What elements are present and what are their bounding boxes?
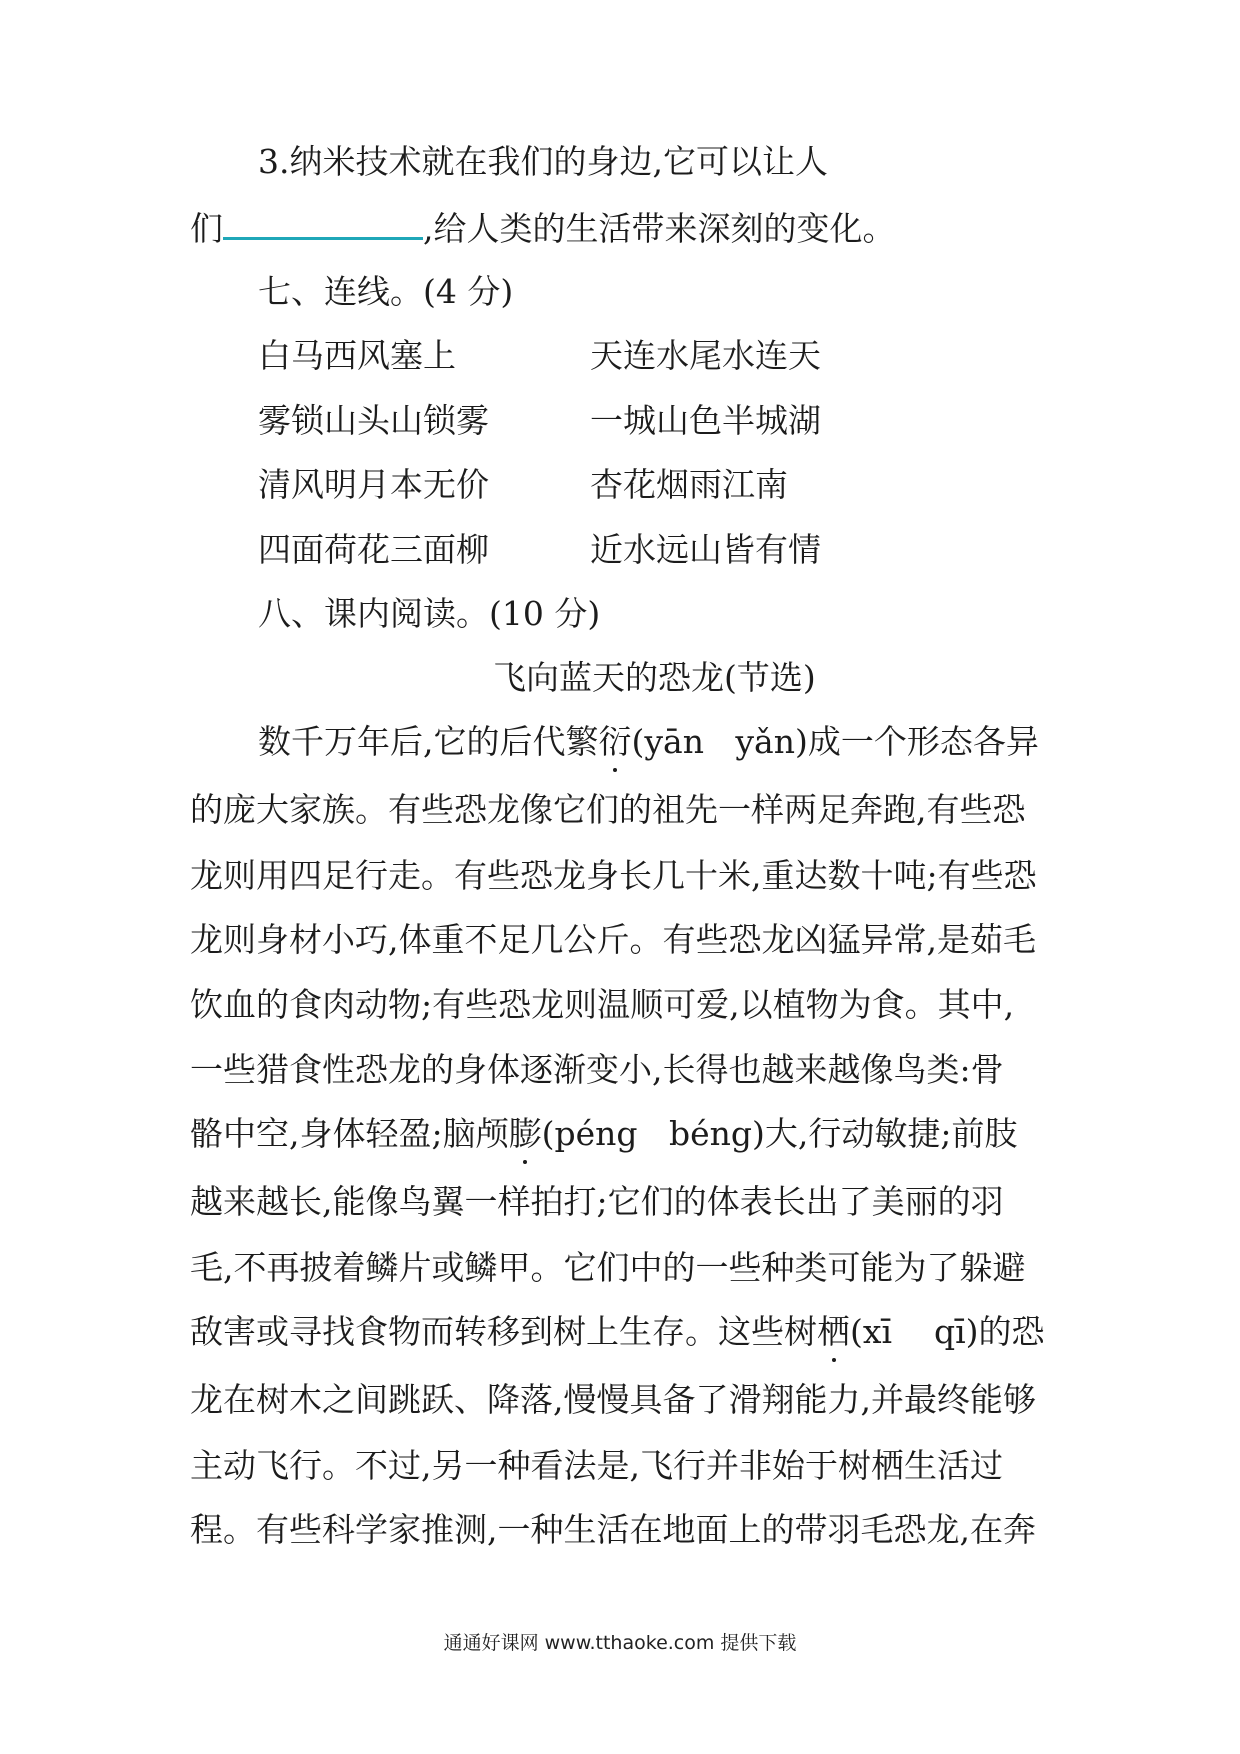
matching-right-item[interactable]: 近水远山皆有情 xyxy=(590,530,821,569)
page-footer: 通通好课网 www.tthaoke.com 提供下载 xyxy=(443,1632,797,1654)
passage-line: 程。有些科学家推测,一种生活在地面上的带羽毛恐龙,在奔 xyxy=(190,1510,1036,1549)
question-3-line-2-end: ,给人类的生活带来深刻的变化。 xyxy=(423,209,896,248)
passage-line xyxy=(190,1312,1045,1352)
matching-left-item[interactable]: 四面荷花三面柳 xyxy=(258,530,489,569)
matching-left-item[interactable]: 清风明月本无价 xyxy=(258,465,489,504)
passage-title: 飞向蓝天的恐龙(节选) xyxy=(493,658,816,697)
passage-line xyxy=(258,722,1039,762)
passage-line xyxy=(190,1114,1018,1154)
passage-line: 毛,不再披着鳞片或鳞甲。它们中的一些种类可能为了躲避 xyxy=(190,1248,1026,1287)
passage-line: 饮血的食肉动物;有些恐龙则温顺可爱,以植物为食。其中, xyxy=(190,985,1015,1024)
passage-line: 越来越长,能像鸟翼一样拍打;它们的体表长出了美丽的羽 xyxy=(190,1182,1004,1221)
question-3-line-2 xyxy=(190,207,896,249)
passage-line: 的庞大家族。有些恐龙像它们的祖先一样两足奔跑,有些恐 xyxy=(190,790,1026,829)
passage-text: 骼中空,身体轻盈;脑颅 xyxy=(190,1114,509,1153)
passage-line: 一些猎食性恐龙的身体逐渐变小,长得也越来越像鸟类:骨 xyxy=(190,1050,1004,1089)
dotted-character: 栖 xyxy=(817,1312,850,1351)
matching-left-item[interactable]: 白马西风塞上 xyxy=(258,336,456,375)
dotted-character: 膨 xyxy=(508,1114,542,1153)
passage-text: 敌害或寻找食物而转移到树上生存。这些树 xyxy=(190,1312,817,1351)
section-7-heading: 七、连线。(4 分) xyxy=(258,272,514,311)
passage-line: 龙则身材小巧,体重不足几公斤。有些恐龙凶猛异常,是茹毛 xyxy=(190,920,1036,959)
question-3-line-2-start: 们 xyxy=(190,209,223,248)
passage-line: 龙则用四足行走。有些恐龙身长几十米,重达数十吨;有些恐 xyxy=(190,856,1037,895)
pinyin-choice[interactable]: (yān yǎn)成一个形态各异 xyxy=(631,722,1039,761)
matching-right-item[interactable]: 杏花烟雨江南 xyxy=(590,465,788,504)
matching-left-item[interactable]: 雾锁山头山锁雾 xyxy=(258,401,489,440)
question-3-line-1: 3.纳米技术就在我们的身边,它可以让人 xyxy=(258,142,828,181)
matching-right-item[interactable]: 一城山色半城湖 xyxy=(590,401,821,440)
passage-text: 数千万年后,它的后代繁 xyxy=(258,722,599,761)
dotted-character: 衍 xyxy=(598,722,632,761)
matching-right-item[interactable]: 天连水尾水连天 xyxy=(590,336,821,375)
passage-line: 主动飞行。不过,另一种看法是,飞行并非始于树栖生活过 xyxy=(190,1446,1003,1485)
answer-blank[interactable] xyxy=(223,207,423,240)
pinyin-choice[interactable]: (xī qī)的恐 xyxy=(850,1312,1045,1351)
passage-line: 龙在树木之间跳跃、降落,慢慢具备了滑翔能力,并最终能够 xyxy=(190,1380,1036,1419)
pinyin-choice[interactable]: (péng béng)大,行动敏捷;前肢 xyxy=(541,1114,1018,1153)
section-8-heading: 八、课内阅读。(10 分) xyxy=(258,594,601,633)
